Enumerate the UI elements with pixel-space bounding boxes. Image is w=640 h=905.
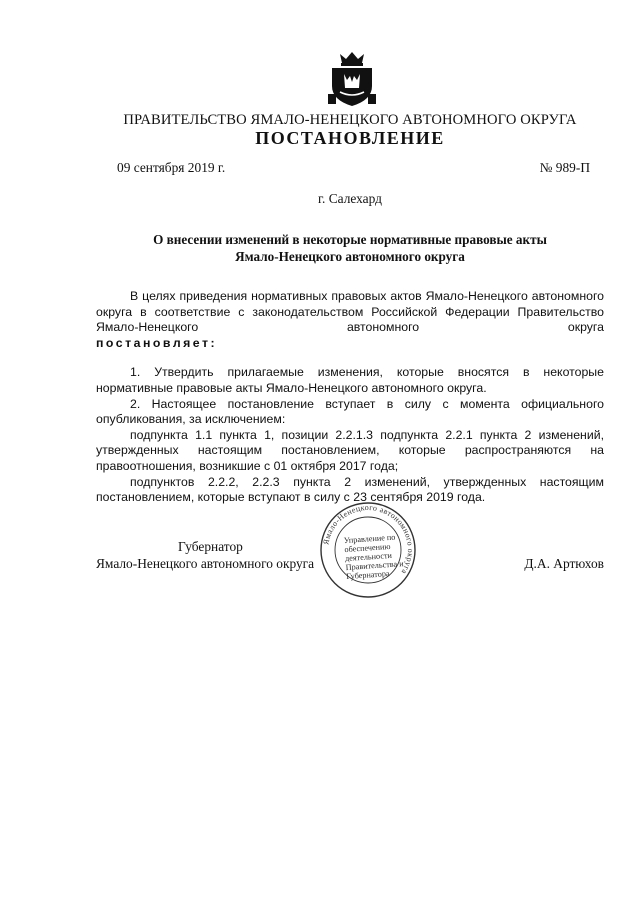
government-heading: ПРАВИТЕЛЬСТВО ЯМАЛО-НЕНЕЦКОГО АВТОНОМНОГО ОКРУГА: [123, 112, 577, 128]
signatory-position-line-2: Ямало-Ненецкого автономного округа: [96, 556, 315, 571]
item-1: 1. Утвердить прилагаемые изменения, которые вносятся в некоторые нормативные правовые акты Ямало-Ненецкого автономного округа.: [96, 365, 604, 395]
document-body: [96, 289, 604, 506]
document-title: [96, 231, 604, 265]
signatory-position-line-1: Губернатор: [178, 539, 243, 554]
document-number: № 989-П: [539, 160, 590, 175]
coat-of-arms-icon: [326, 50, 378, 108]
item-2: 2. Настоящее постановление вступает в силу с момента официального опубликования, за исключением:: [96, 396, 604, 427]
item-2a: подпункта 1.1 пункта 1, позиции 2.2.1.3 подпункта 2.2.1 пункта 2 изменений, утвержденных настоящим постановлением, которые распространяются на правоотношения, возникшие с 01 октября 2017 года;: [96, 427, 604, 473]
document-type: ПОСТАНОВЛЕНИЕ: [255, 128, 445, 148]
item-2b: подпунктов 2.2.2, 2.2.3 пункта 2 изменений, утвержденных настоящим постановлением, которые вступают в силу с 23 сентября 2019 года.: [96, 474, 604, 505]
document-date: 09 сентября 2019 г.: [117, 160, 226, 175]
signatory-name: Д.А. Артюхов: [524, 556, 604, 571]
document-city: г. Салехард: [318, 191, 382, 206]
title-line-2: Ямало-Ненецкого автономного округа: [235, 249, 465, 264]
title-line-1: О внесении изменений в некоторые нормативные правовые акты: [153, 232, 547, 247]
resolves-keyword: постановляет:: [96, 335, 218, 350]
preamble: В целях приведения нормативных правовых актов Ямало-Ненецкого автономного округа в соответствие с законодательством Российской Федерации Правительство Ямало-Ненецкого автономного округа: [96, 289, 604, 335]
stamp-center-text: Управление по обеспечению деятельности Правительства и Губернатора: [343, 532, 404, 582]
stamp-ring-text: Ямало-Ненецкого автономного округа: [321, 502, 416, 576]
